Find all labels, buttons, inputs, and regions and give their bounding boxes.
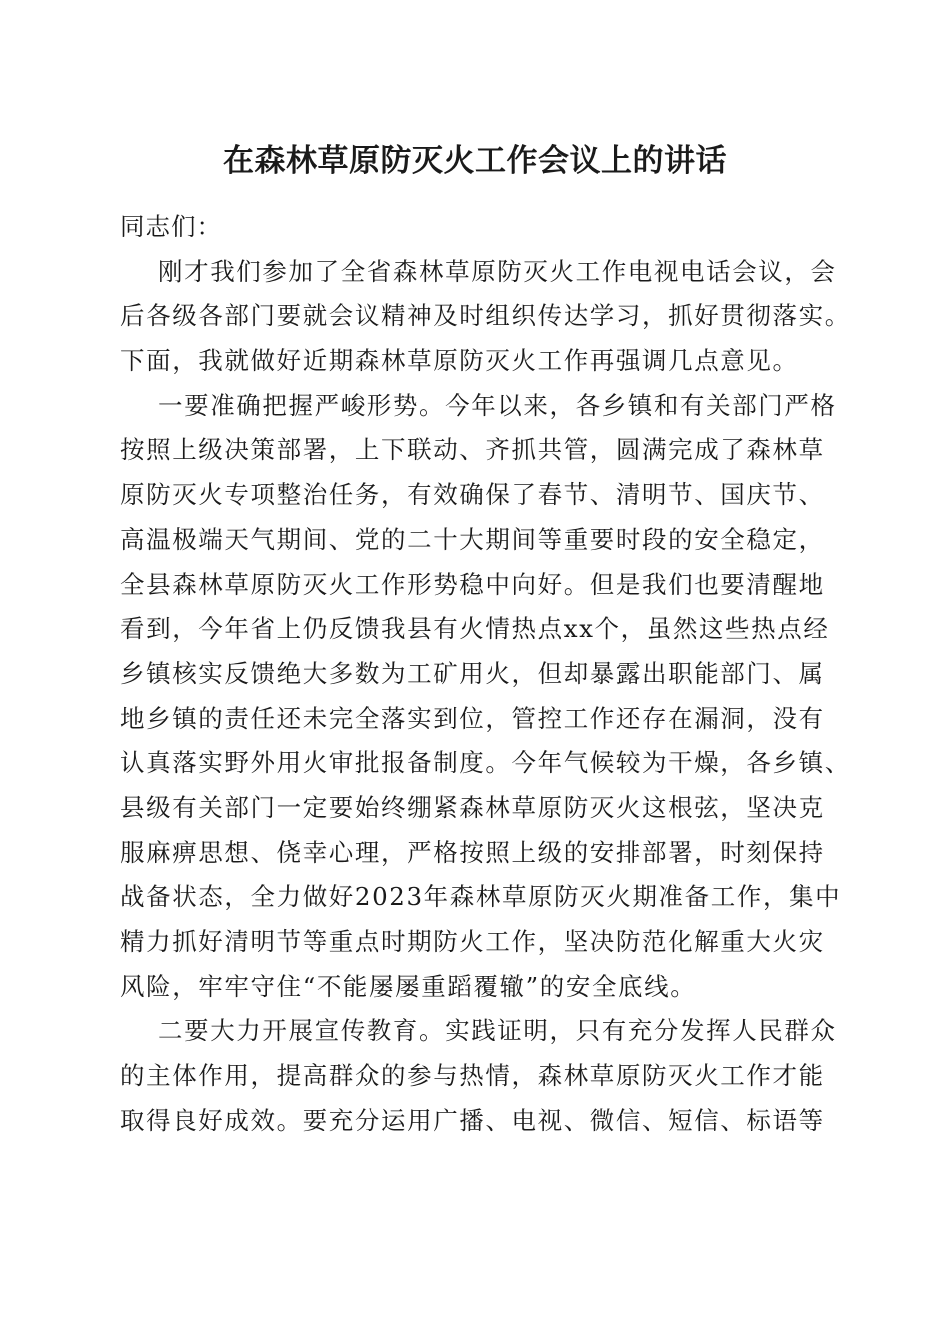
paragraph-line: 原防灭火专项整治任务，有效确保了春节、清明节、国庆节、 <box>120 480 825 510</box>
paragraph-line: 刚才我们参加了全省森林草原防灭火工作电视电话会议，会 <box>158 256 837 286</box>
paragraph-line: 认真落实野外用火审批报备制度。今年气候较为干燥，各乡镇、 <box>120 748 851 778</box>
document-title: 在森林草原防灭火工作会议上的讲话 <box>223 143 727 179</box>
paragraph-line: 看到，今年省上仍反馈我县有火情热点xx个，虽然这些热点经 <box>120 614 830 644</box>
paragraph-line: 战备状态，全力做好2023年森林草原防灭火期准备工作，集中 <box>120 882 842 912</box>
paragraph-line: 下面，我就做好近期森林草原防灭火工作再强调几点意见。 <box>120 346 799 376</box>
paragraph-line: 的主体作用，提高群众的参与热情，森林草原防灭火工作才能 <box>120 1061 825 1091</box>
paragraph-line: 取得良好成效。要充分运用广播、电视、微信、短信、标语等 <box>120 1105 825 1135</box>
salutation: 同志们： <box>120 212 222 241</box>
paragraph-line: 县级有关部门一定要始终绷紧森林草原防灭火这根弦，坚决克 <box>120 792 825 822</box>
paragraph-line: 按照上级决策部署，上下联动、齐抓共管，圆满完成了森林草 <box>120 435 825 465</box>
paragraph-line: 一要准确把握严峻形势。今年以来，各乡镇和有关部门严格 <box>158 390 837 420</box>
paragraph-line: 后各级各部门要就会议精神及时组织传达学习，抓好贯彻落实。 <box>120 301 851 331</box>
paragraph-line: 风险，牢牢守住“不能屡屡重蹈覆辙”的安全底线。 <box>120 971 697 1001</box>
paragraph-line: 高温极端天气期间、党的二十大期间等重要时段的安全稳定， <box>120 524 825 554</box>
paragraph-line: 精力抓好清明节等重点时期防火工作，坚决防范化解重大火灾 <box>120 927 825 956</box>
paragraph-line: 地乡镇的责任还未完全落实到位，管控工作还存在漏洞，没有 <box>120 703 825 733</box>
paragraph-line: 全县森林草原防灭火工作形势稳中向好。但是我们也要清醒地 <box>120 569 825 599</box>
paragraph-line: 服麻痹思想、侥幸心理，严格按照上级的安排部署，时刻保持 <box>120 837 825 867</box>
paragraph-line: 乡镇核实反馈绝大多数为工矿用火，但却暴露出职能部门、属 <box>120 658 825 688</box>
paragraph-line: 二要大力开展宣传教育。实践证明，只有充分发挥人民群众 <box>158 1016 837 1046</box>
document-body <box>120 205 851 1143</box>
